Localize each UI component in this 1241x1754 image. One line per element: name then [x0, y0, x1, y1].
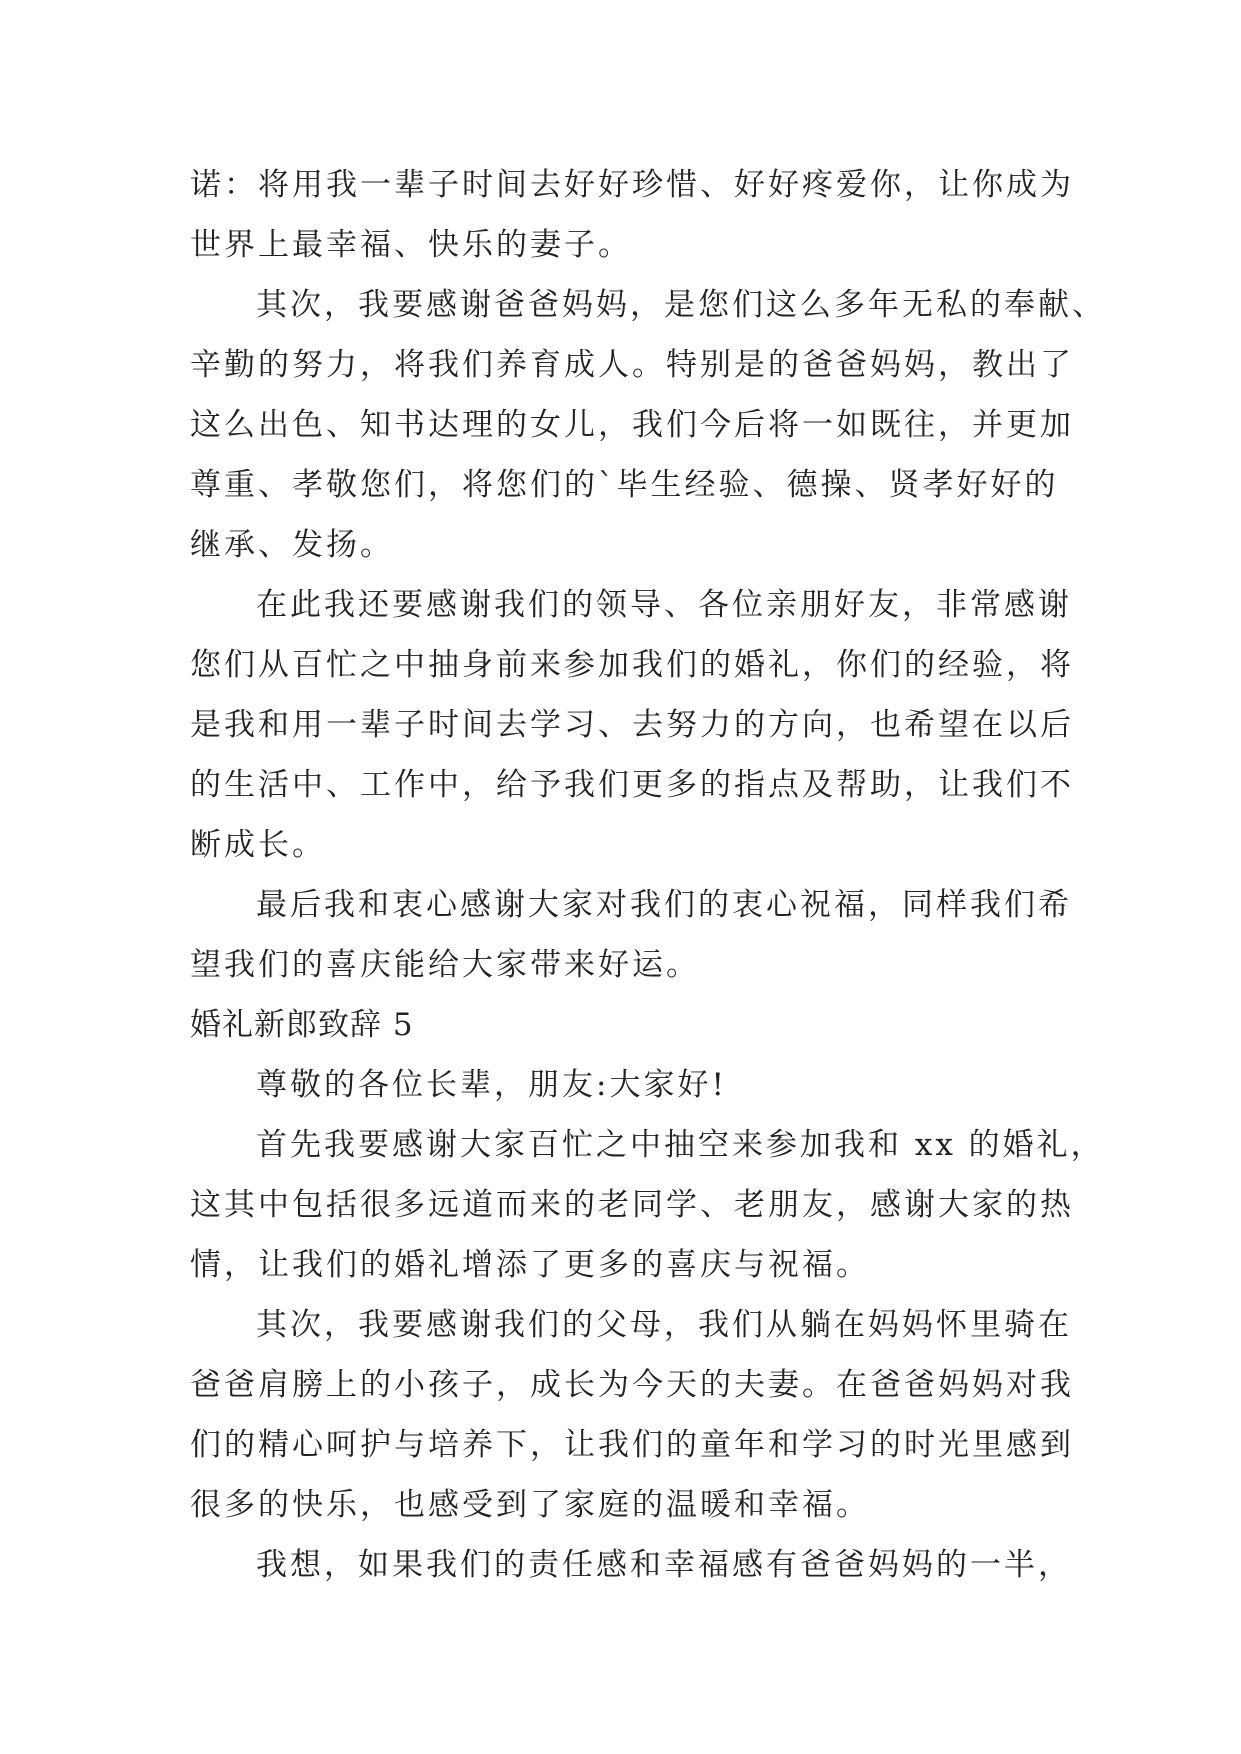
- text-line: 们的精心呵护与培养下，让我们的童年和学习的时光里感到: [190, 1427, 1074, 1463]
- text-line: 这么出色、知书达理的女儿，我们今后将一如既往，并更加: [190, 407, 1074, 443]
- paragraph-start-line: 在此我还要感谢我们的领导、各位亲朋好友，非常感谢: [256, 587, 1072, 623]
- text-line: 望我们的喜庆能给大家带来好运。: [190, 947, 700, 983]
- text-line: 断成长。: [190, 827, 326, 863]
- text-line: 世界上最幸福、快乐的妻子。: [190, 227, 632, 263]
- text-line: 继承、发扬。: [190, 527, 394, 563]
- paragraph-start-line: 最后我和衷心感谢大家对我们的衷心祝福，同样我们希: [256, 887, 1072, 923]
- paragraph-start-line: 我想，如果我们的责任感和幸福感有爸爸妈妈的一半，: [256, 1547, 1072, 1583]
- text-line: 情，让我们的婚礼增添了更多的喜庆与祝福。: [190, 1247, 870, 1283]
- text-line: 是我和用一辈子时间去学习、去努力的方向，也希望在以后: [190, 707, 1074, 743]
- text-line: 这其中包括很多远道而来的老同学、老朋友，感谢大家的热: [190, 1187, 1074, 1223]
- greeting-line: 尊敬的各位长辈，朋友:大家好!: [256, 1067, 727, 1103]
- section-heading: 婚礼新郎致辞 5: [190, 1007, 414, 1043]
- text-line: 您们从百忙之中抽身前来参加我们的婚礼，你们的经验，将: [190, 647, 1074, 683]
- paragraph-start-line: 其次，我要感谢我们的父母，我们从躺在妈妈怀里骑在: [256, 1307, 1072, 1343]
- text-line: 的生活中、工作中，给予我们更多的指点及帮助，让我们不: [190, 767, 1074, 803]
- paragraph-start-line: 其次，我要感谢爸爸妈妈，是您们这么多年无私的奉献、: [256, 287, 1106, 323]
- paragraph-start-line: 首先我要感谢大家百忙之中抽空来参加我和 xx 的婚礼，: [256, 1127, 1105, 1163]
- text-line: 很多的快乐，也感受到了家庭的温暖和幸福。: [190, 1487, 870, 1523]
- document-body: [190, 155, 1106, 1595]
- text-line: 诺：将用我一辈子时间去好好珍惜、好好疼爱你，让你成为: [190, 167, 1074, 203]
- text-line: 辛勤的努力，将我们养育成人。特别是的爸爸妈妈，教出了: [190, 347, 1074, 383]
- text-line: 尊重、孝敬您们，将您们的`毕生经验、德操、贤孝好好的: [190, 467, 1059, 503]
- text-line: 爸爸肩膀上的小孩子，成长为今天的夫妻。在爸爸妈妈对我: [190, 1367, 1074, 1403]
